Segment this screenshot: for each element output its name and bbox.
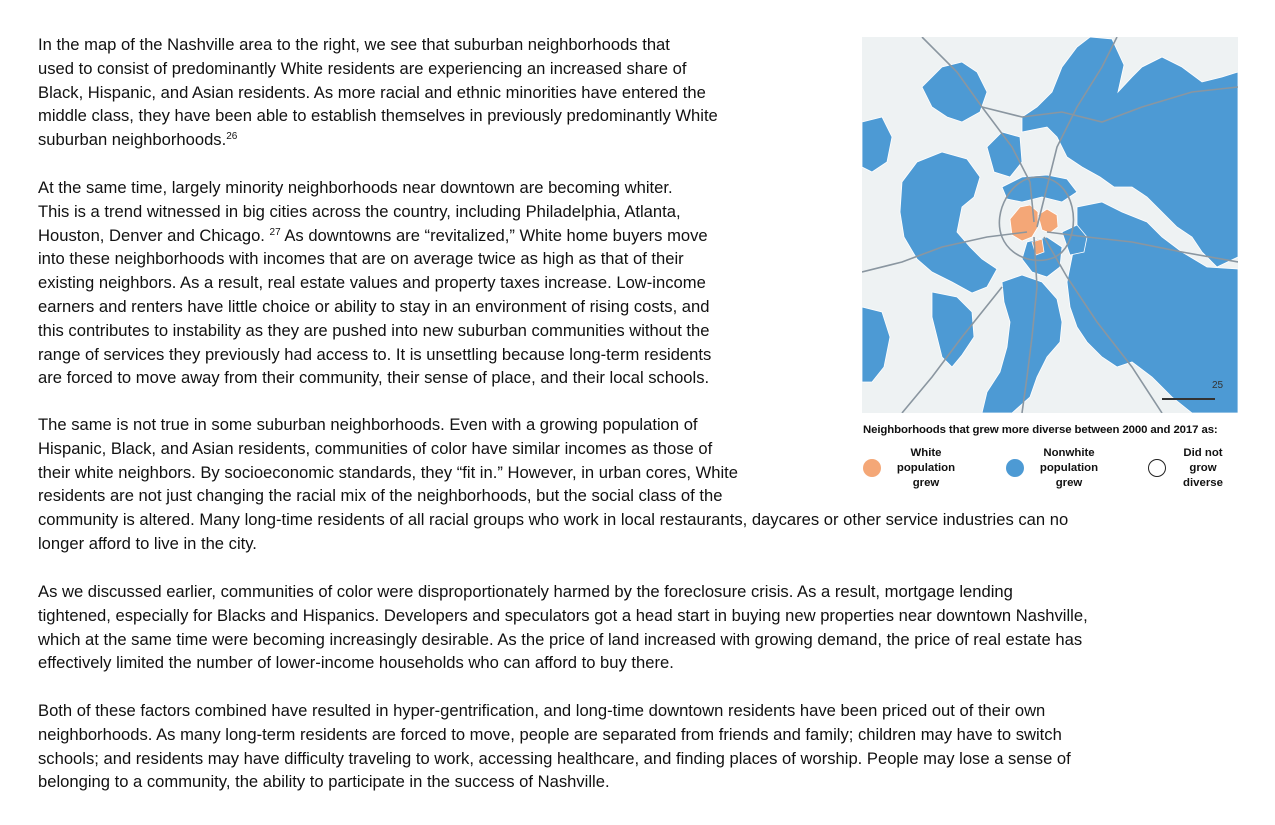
legend-item-nonwhite	[1006, 446, 1104, 491]
text-line: are forced to move away from their community, their sense of place, and their local schools.	[38, 368, 710, 388]
nashville-diversity-map	[862, 37, 1238, 413]
legend-item-white	[863, 446, 961, 491]
legend-dot-blue	[1006, 459, 1024, 477]
text-line: this contributes to instability as they are pushed into new suburban communities without the	[38, 320, 710, 340]
legend-title: Neighborhoods that grew more diverse between 2000 and 2017 as:	[863, 424, 1218, 436]
legend-dot-orange	[863, 459, 881, 477]
text-line: tightened, especially for Blacks and Hispanics. Developers and speculators got a head start in buying new properties near downtown Nashville,	[38, 605, 1088, 625]
text-line: middle class, they have been able to establish themselves in previously predominantly White	[38, 106, 718, 126]
text-line: range of services they previously had access to. It is unsettling because long-term residents	[38, 344, 712, 364]
text-line	[38, 128, 828, 152]
paragraph-1	[38, 33, 828, 152]
text-line: This is a trend witnessed in big cities across the country, including Philadelphia, Atlanta,	[38, 201, 681, 221]
legend-label: Nonwhite population grew	[1039, 447, 1099, 489]
text-fragment: suburban neighborhoods.	[38, 130, 227, 150]
legend-item-no-growth	[1148, 446, 1232, 491]
text-line: earners and renters have little choice or ability to stay in an environment of rising costs, and	[38, 296, 710, 316]
paragraph-4	[38, 580, 1248, 675]
text-line: schools; and residents may have difficulty traveling to work, accessing healthcare, and finding places of worship. People may lose a sense of	[38, 748, 1071, 768]
text-line: used to consist of predominantly White residents are experiencing an increased share of	[38, 58, 687, 78]
highway-marker-label: 25	[1212, 380, 1224, 391]
text-line: which at the same time were becoming increasingly desirable. As the price of land increased with growing demand, the price of real estate has	[38, 629, 1083, 649]
text-line: belonging to a community, the ability to participate in the success of Nashville.	[38, 772, 610, 792]
text-line: community is altered. Many long-time residents of all racial groups who work in local restaurants, daycares or other service industries can no	[38, 510, 1069, 530]
paragraph-5	[38, 699, 1248, 794]
text-line: Both of these factors combined have resulted in hyper-gentrification, and long-time downtown residents have been priced out of their own	[38, 701, 1046, 720]
legend-label: Did not grow diverse	[1183, 447, 1223, 489]
text-line: In the map of the Nashville area to the right, we see that suburban neighborhoods that	[38, 35, 670, 54]
legend-dot-empty	[1148, 459, 1166, 477]
text-line: their white neighbors. By socioeconomic standards, they “fit in.” However, in urban cores, White	[38, 462, 739, 482]
text-fragment: As downtowns are “revitalized,” White home buyers move	[280, 225, 708, 245]
paragraph-2	[38, 176, 828, 390]
text-line: The same is not true in some suburban neighborhoods. Even with a growing population of	[38, 415, 698, 434]
text-line: Hispanic, Black, and Asian residents, communities of color have similar incomes as those of	[38, 438, 713, 458]
text-fragment: Houston, Denver and Chicago.	[38, 225, 270, 245]
text-line: neighborhoods. As many long-term residents are forced to move, people are separated from friends and family; children may have to switch	[38, 724, 1062, 744]
text-line: At the same time, largely minority neighborhoods near downtown are becoming whiter.	[38, 178, 673, 197]
text-line: into these neighborhoods with incomes that are on average twice as high as that of their	[38, 249, 684, 269]
legend-label: White population grew	[896, 447, 956, 489]
text-line: residents are not just changing the racial mix of the neighborhoods, but the social class of the	[38, 486, 723, 506]
text-line: effectively limited the number of lower-income households who can afford to buy there.	[38, 653, 674, 673]
footnote-ref: 27	[269, 226, 281, 238]
text-line: longer afford to live in the city.	[38, 533, 257, 553]
footnote-ref: 26	[226, 131, 238, 143]
text-line	[38, 224, 828, 248]
text-line: existing neighbors. As a result, real estate values and property taxes increase. Low-income	[38, 273, 706, 293]
text-line: Black, Hispanic, and Asian residents. As more racial and ethnic minorities have entered the	[38, 82, 706, 102]
text-line: As we discussed earlier, communities of color were disproportionately harmed by the foreclosure crisis. As a result, mortgage lending	[38, 582, 1013, 601]
